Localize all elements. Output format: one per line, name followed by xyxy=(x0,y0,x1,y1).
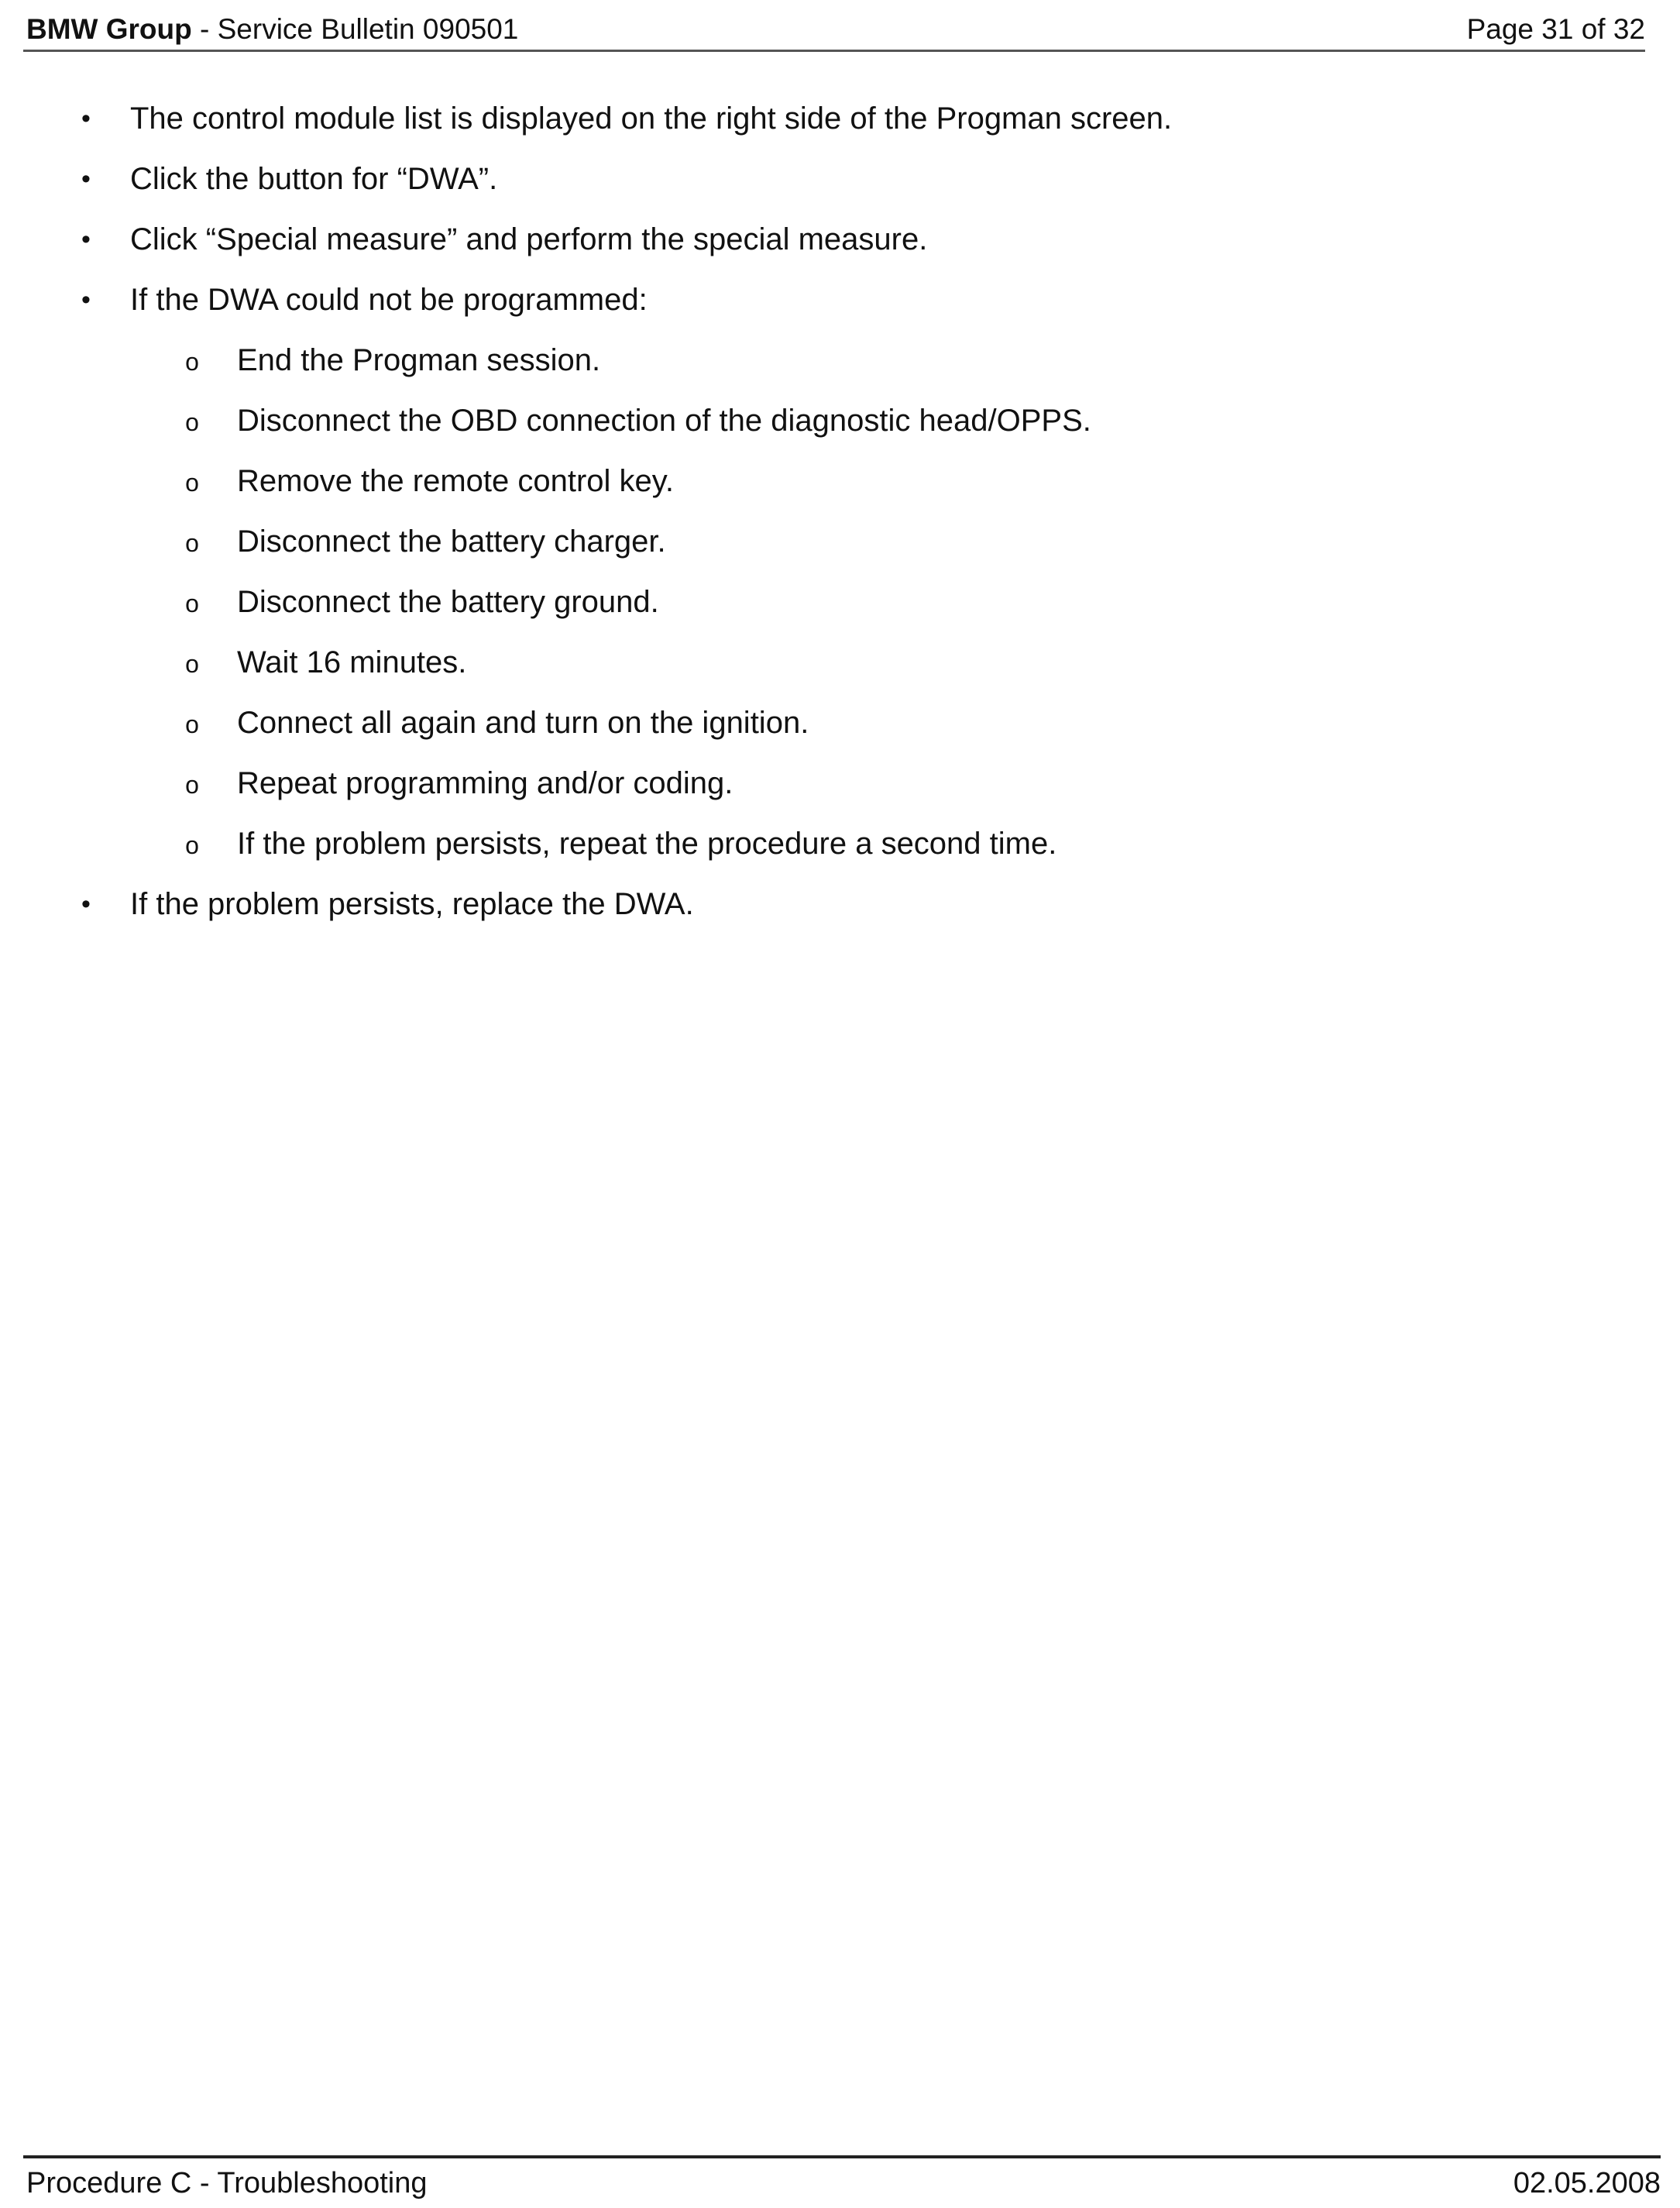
substep-text: Disconnect the OBD connection of the diagnostic head/OPPS. xyxy=(237,404,1091,438)
document-body xyxy=(0,95,1680,941)
sub-bullet-marker: o xyxy=(185,348,199,376)
sub-bullet-marker: o xyxy=(185,590,199,617)
footer-section: Procedure C - Troubleshooting xyxy=(26,2167,428,2199)
substep-text: If the problem persists, repeat the procedure a second time. xyxy=(237,827,1057,861)
step-text: Click the button for “DWA”. xyxy=(130,162,498,196)
list-item xyxy=(0,699,1680,759)
step-text: The control module list is displayed on the right side of the Progman screen. xyxy=(130,101,1173,136)
list-item xyxy=(0,397,1680,457)
bullet-marker: • xyxy=(81,104,91,133)
list-item xyxy=(0,276,1680,336)
sub-bullet-marker: o xyxy=(185,529,199,557)
sub-bullet-marker: o xyxy=(185,831,199,859)
brand-name: BMW Group xyxy=(26,13,192,45)
list-item xyxy=(0,155,1680,215)
list-item xyxy=(0,215,1680,276)
step-text: Click “Special measure” and perform the special measure. xyxy=(130,222,928,256)
list-item xyxy=(0,518,1680,578)
sub-bullet-marker: o xyxy=(185,710,199,738)
page-header xyxy=(23,11,1645,52)
fallback-substeps xyxy=(0,336,1680,880)
sub-bullet-marker: o xyxy=(185,650,199,678)
page-footer xyxy=(23,2155,1661,2205)
list-item xyxy=(0,578,1680,638)
sub-bullet-marker: o xyxy=(185,469,199,497)
list-item xyxy=(0,336,1680,397)
bullet-marker: • xyxy=(81,225,91,254)
substep-text: Wait 16 minutes. xyxy=(237,645,467,679)
list-item xyxy=(0,457,1680,518)
substep-text: Disconnect the battery ground. xyxy=(237,585,659,619)
list-item xyxy=(0,820,1680,880)
sub-bullet-marker: o xyxy=(185,771,199,799)
substep-text: Disconnect the battery charger. xyxy=(237,524,666,559)
sub-bullet-marker: o xyxy=(185,408,199,436)
page-number: Page 31 of 32 xyxy=(1466,13,1645,45)
header-separator: - xyxy=(191,13,218,45)
bullet-marker: • xyxy=(81,285,91,315)
final-step xyxy=(0,880,1680,941)
step-text: If the problem persists, replace the DWA. xyxy=(130,887,694,921)
substep-text: Remove the remote control key. xyxy=(237,464,674,498)
substep-text: Connect all again and turn on the ignition. xyxy=(237,706,809,740)
bullet-marker: • xyxy=(81,889,91,919)
substep-text: Repeat programming and/or coding. xyxy=(237,766,733,800)
list-item xyxy=(0,759,1680,820)
bullet-marker: • xyxy=(81,164,91,194)
bulletin-title: Service Bulletin 090501 xyxy=(217,13,519,45)
step-text: If the DWA could not be programmed: xyxy=(130,283,648,317)
substep-text: End the Progman session. xyxy=(237,343,601,377)
footer-date: 02.05.2008 xyxy=(1513,2167,1661,2199)
list-item xyxy=(0,880,1680,941)
list-item xyxy=(0,95,1680,155)
header-title xyxy=(26,11,518,48)
procedure-steps xyxy=(0,95,1680,336)
list-item xyxy=(0,638,1680,699)
